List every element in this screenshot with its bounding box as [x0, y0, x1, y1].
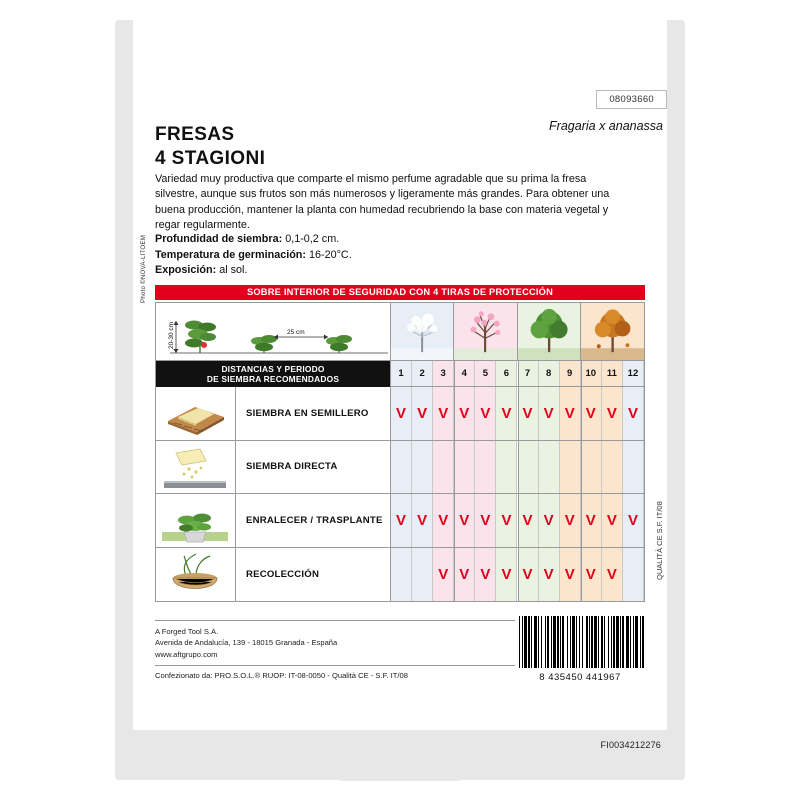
barcode	[515, 614, 645, 670]
check-mark-icon: V	[396, 404, 407, 422]
season-illustrations-row	[391, 303, 644, 361]
month-cell-5	[475, 441, 496, 494]
row-month-cells	[391, 441, 644, 494]
month-cell-6	[496, 387, 517, 440]
month-header-11: 11	[602, 361, 623, 386]
season-divider	[518, 387, 519, 440]
check-mark-icon: V	[438, 511, 449, 529]
month-cell-9	[560, 387, 581, 440]
month-cell-3	[433, 441, 454, 494]
season-divider	[518, 494, 519, 547]
month-cell-8	[539, 548, 560, 602]
check-mark-icon: V	[459, 511, 470, 529]
season-divider	[454, 548, 455, 602]
spring-tree-icon	[454, 303, 516, 360]
month-cell-5	[475, 387, 496, 440]
check-mark-icon: V	[585, 511, 596, 529]
distance-diagram-svg	[156, 303, 391, 361]
season-divider	[581, 494, 582, 547]
photo-credit-label: Photo ©NOVA-LITOEM	[140, 234, 147, 303]
month-cell-4	[454, 494, 475, 547]
hand-sowing-icon	[156, 441, 234, 493]
month-cell-7	[518, 494, 539, 547]
month-cell-12	[623, 548, 644, 602]
check-mark-icon: V	[480, 565, 491, 583]
check-mark-icon: V	[522, 565, 533, 583]
check-mark-icon: V	[564, 565, 575, 583]
transplant-icon	[156, 494, 234, 546]
season-summer-illustration	[518, 303, 581, 360]
month-header-3: 3	[433, 361, 454, 386]
check-mark-icon: V	[501, 404, 512, 422]
month-cell-1	[391, 548, 412, 602]
month-cell-4	[454, 548, 475, 602]
month-cell-12	[623, 387, 644, 440]
svg-text:20-30 cm: 20-30 cm	[168, 321, 175, 349]
company-website[interactable]: www.aftgrupo.com	[155, 649, 218, 659]
check-mark-icon: V	[543, 565, 554, 583]
spec-label: Exposición:	[155, 264, 217, 277]
season-divider	[581, 387, 582, 440]
check-mark-icon: V	[417, 511, 428, 529]
table-row	[156, 387, 644, 441]
check-mark-icon: V	[417, 404, 428, 422]
month-cell-2	[412, 441, 433, 494]
product-code: 08093660	[596, 90, 667, 109]
barcode-svg	[515, 614, 645, 670]
month-header-10: 10	[581, 361, 602, 386]
check-mark-icon: V	[480, 511, 491, 529]
month-header-1: 1	[391, 361, 412, 386]
month-cell-11	[602, 494, 623, 547]
month-cell-3	[433, 548, 454, 602]
month-header-2: 2	[412, 361, 433, 386]
check-mark-icon: V	[606, 404, 617, 422]
month-cell-3	[433, 387, 454, 440]
row-label: SIEMBRA DIRECTA	[236, 441, 391, 494]
spec-row	[155, 248, 352, 264]
season-spring-illustration	[454, 303, 517, 360]
quality-label: QUALITÀ CE S.F. IT/08	[655, 501, 664, 580]
footer-divider-2	[155, 665, 515, 666]
month-cell-9	[560, 494, 581, 547]
month-header-5: 5	[475, 361, 496, 386]
month-cell-7	[518, 548, 539, 602]
latin-name: Fragaria x ananassa	[549, 119, 663, 133]
month-cell-3	[433, 494, 454, 547]
table-row	[156, 548, 644, 602]
spec-row	[155, 232, 352, 248]
seed-tray-icon	[156, 387, 234, 439]
month-number-row	[391, 361, 644, 387]
row-icon-cell	[156, 548, 236, 602]
month-cell-8	[539, 494, 560, 547]
row-label: ENRALECER / TRASPLANTE	[236, 494, 391, 547]
month-cell-7	[518, 441, 539, 494]
reference-code: FI0034212276	[600, 740, 661, 750]
month-header-4: 4	[454, 361, 475, 386]
check-mark-icon: V	[543, 511, 554, 529]
month-cell-11	[602, 548, 623, 602]
check-mark-icon: V	[501, 565, 512, 583]
season-divider	[454, 494, 455, 547]
check-mark-icon: V	[606, 511, 617, 529]
company-address	[155, 626, 337, 660]
month-cell-7	[518, 387, 539, 440]
check-mark-icon: V	[459, 565, 470, 583]
svg-text:25 cm: 25 cm	[287, 329, 305, 336]
autumn-tree-icon	[581, 303, 644, 360]
summer-tree-icon	[518, 303, 580, 360]
basket-icon	[156, 548, 234, 600]
check-mark-icon: V	[480, 404, 491, 422]
check-mark-icon: V	[627, 404, 638, 422]
row-icon-cell	[156, 441, 236, 494]
month-cell-12	[623, 441, 644, 494]
confectioner-info: Confezionato da: PRO.S.O.L.® RUOP: IT-08-0050 - Qualità CE - S.F. IT/08	[155, 671, 408, 680]
check-mark-icon: V	[459, 404, 470, 422]
spec-value: al sol.	[219, 264, 248, 277]
month-cell-9	[560, 548, 581, 602]
month-cell-4	[454, 387, 475, 440]
table-header-line-2: DE SIEMBRA RECOMENDADOS	[206, 374, 340, 384]
month-cell-2	[412, 494, 433, 547]
month-cell-4	[454, 441, 475, 494]
row-icon-cell	[156, 387, 236, 440]
row-month-cells	[391, 387, 644, 440]
season-divider	[518, 361, 519, 386]
month-cell-11	[602, 441, 623, 494]
row-month-cells	[391, 548, 644, 602]
spec-row	[155, 263, 352, 279]
month-cell-1	[391, 494, 412, 547]
season-divider	[581, 441, 582, 494]
season-divider	[518, 441, 519, 494]
table-row	[156, 441, 644, 495]
spec-label: Profundidad de siembra:	[155, 233, 283, 245]
season-divider	[454, 441, 455, 494]
check-mark-icon: V	[564, 511, 575, 529]
season-divider	[581, 548, 582, 602]
spec-value: 16-20°C.	[309, 248, 352, 261]
month-cell-12	[623, 494, 644, 547]
spec-label: Temperatura de germinación:	[155, 248, 306, 261]
row-label: SIEMBRA EN SEMILLERO	[236, 387, 391, 440]
season-divider	[454, 387, 455, 440]
month-cell-1	[391, 387, 412, 440]
month-cell-10	[581, 387, 602, 440]
check-mark-icon: V	[564, 404, 575, 422]
row-label: RECOLECCIÓN	[236, 548, 391, 602]
month-cell-6	[496, 441, 517, 494]
check-mark-icon: V	[585, 404, 596, 422]
month-cell-10	[581, 548, 602, 602]
month-header-12: 12	[623, 361, 644, 386]
season-divider	[581, 361, 582, 386]
company-street: Avenida de Andalucía, 139 - 18015 Granada - España	[155, 638, 338, 648]
month-cell-10	[581, 441, 602, 494]
check-mark-icon: V	[606, 565, 617, 583]
month-cell-8	[539, 387, 560, 440]
season-divider	[454, 361, 455, 386]
month-cell-9	[560, 441, 581, 494]
month-cell-6	[496, 494, 517, 547]
check-mark-icon: V	[522, 511, 533, 529]
planting-distance-diagram	[156, 303, 391, 361]
month-cell-6	[496, 548, 517, 602]
winter-tree-icon	[391, 303, 453, 360]
table-header-title	[156, 361, 391, 387]
check-mark-icon: V	[501, 511, 512, 529]
row-month-cells	[391, 494, 644, 547]
season-autumn-illustration	[581, 303, 644, 360]
check-mark-icon: V	[396, 511, 407, 529]
sowing-calendar-table	[155, 302, 645, 602]
month-cell-2	[412, 548, 433, 602]
check-mark-icon: V	[585, 565, 596, 583]
row-icon-cell	[156, 494, 236, 547]
month-header-8: 8	[539, 361, 560, 386]
month-cell-11	[602, 387, 623, 440]
security-banner: SOBRE INTERIOR DE SEGURIDAD CON 4 TIRAS DE PROTECCIÓN	[155, 285, 645, 300]
check-mark-icon: V	[438, 565, 449, 583]
month-cell-2	[412, 387, 433, 440]
title-line-2: 4 STAGIONI	[155, 147, 266, 169]
month-cell-1	[391, 441, 412, 494]
month-cell-5	[475, 548, 496, 602]
title-line-1: FRESAS	[155, 124, 235, 145]
growing-specs	[155, 232, 352, 279]
check-mark-icon: V	[522, 404, 533, 422]
season-divider	[518, 548, 519, 602]
table-row	[156, 494, 644, 548]
spec-value: 0,1-0,2 cm.	[285, 233, 340, 245]
month-header-9: 9	[560, 361, 581, 386]
page-title	[155, 123, 265, 171]
month-header-7: 7	[518, 361, 539, 386]
season-winter-illustration	[391, 303, 454, 360]
check-mark-icon: V	[438, 404, 449, 422]
product-description: Variedad muy productiva que comparte el mismo perfume agradable que su prima la fresa silvestre, aunque sus frutos son más numerosos y ligeramente más grandes. Para obtener una buena producción, mantener la planta con humedad recubriendo la base con materia vegetal y regar regularmente.	[155, 173, 610, 231]
month-cell-8	[539, 441, 560, 494]
check-mark-icon: V	[543, 404, 554, 422]
month-cell-5	[475, 494, 496, 547]
table-header-line-1: DISTANCIAS Y PERIODO	[221, 363, 325, 374]
month-cell-10	[581, 494, 602, 547]
company-name: A Forged Tool S.A.	[155, 627, 219, 636]
barcode-number: 8 435450 441967	[539, 672, 621, 683]
check-mark-icon: V	[627, 511, 638, 529]
month-header-6: 6	[496, 361, 517, 386]
